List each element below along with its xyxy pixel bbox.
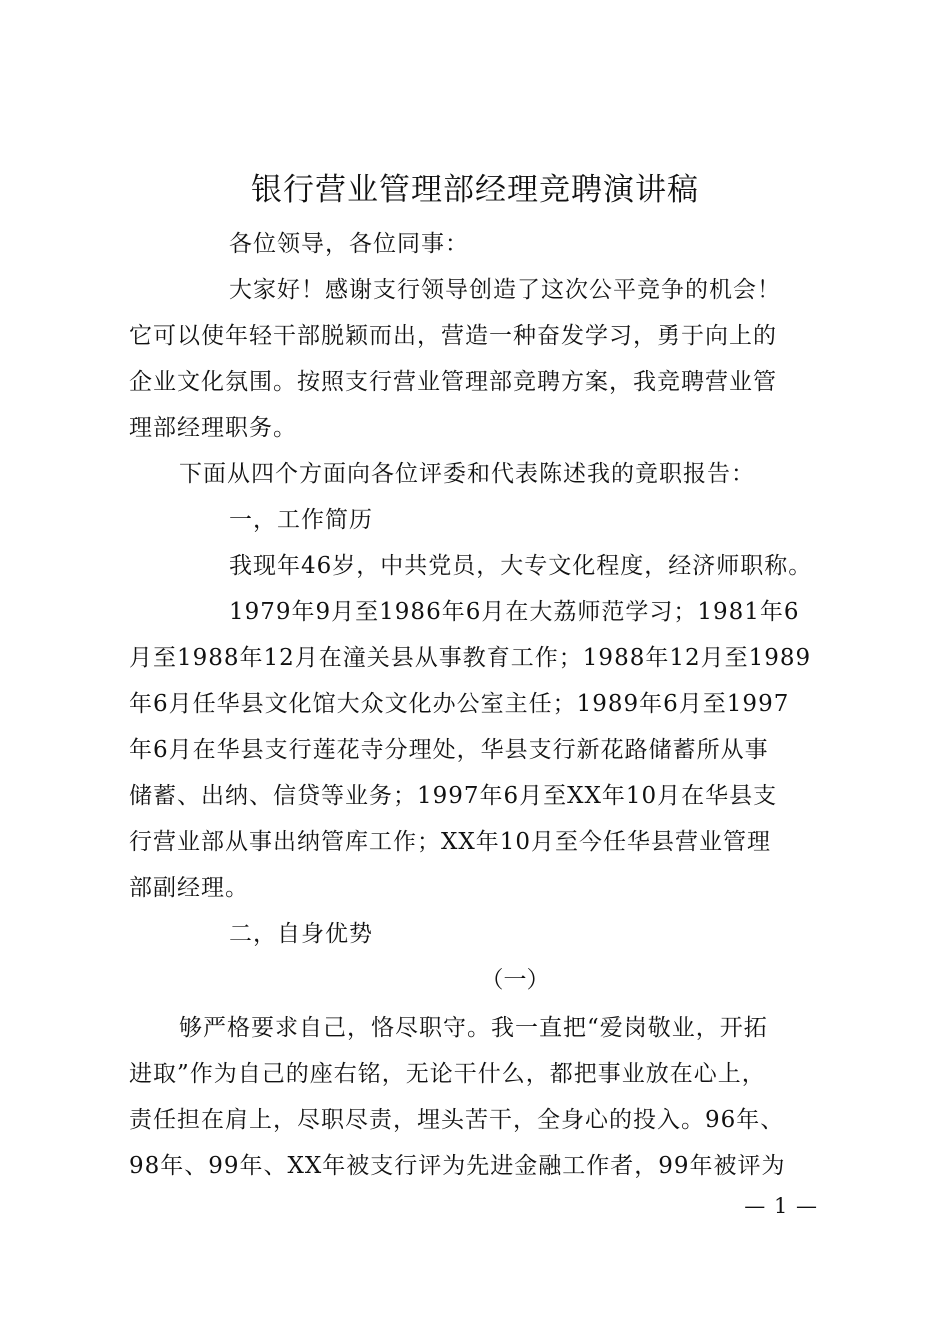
paragraph-line: 98年、99年、XX年被支行评为先进金融工作者，99年被评为 [129,1153,786,1179]
page-number: — 1 — [744,1194,818,1218]
subsection-heading: （一） [480,967,550,993]
paragraph-line: 够严格要求自己，恪尽职守。我一直把“爱岗敬业，开拓 [179,1015,768,1041]
paragraph-line: 月至1988年12月在潼关县从事教育工作；1988年12月至1989 [129,645,812,671]
paragraph-line: 它可以使年轻干部脱颖而出，营造一种奋发学习，勇于向上的 [129,323,777,349]
paragraph-line: 责任担在肩上，尽职尽责，埋头苦干，全身心的投入。96年、 [129,1107,785,1133]
paragraph-line: 下面从四个方面向各位评委和代表陈述我的竟职报告： [179,461,755,487]
paragraph-line: 进取”作为自己的座右铭，无论干什么，都把事业放在心上， [129,1061,766,1087]
paragraph-line: 储蓄、出纳、信贷等业务；1997年6月至XX年10月在华县支 [129,783,778,809]
paragraph-line: 行营业部从事出纳管库工作；XX年10月至今任华县营业管理 [129,829,772,855]
section-heading: 二，自身优势 [229,921,373,947]
section-heading: 一，工作简历 [229,507,373,533]
paragraph-line: 年6月在华县支行莲花寺分理处，华县支行新花路储蓄所从事 [129,737,769,763]
paragraph-line: 理部经理职务。 [129,415,297,441]
paragraph-line: 部副经理。 [129,875,249,901]
paragraph-line: 企业文化氛围。按照支行营业管理部竞聘方案，我竞聘营业管 [129,369,777,395]
document-title: 银行营业管理部经理竞聘演讲稿 [251,172,699,208]
paragraph-line: 我现年46岁，中共党员，大专文化程度，经济师职称。 [229,553,813,579]
salutation: 各位领导，各位同事： [229,231,469,257]
paragraph-line: 1979年9月至1986年6月在大荔师范学习；1981年6 [229,599,800,625]
paragraph-line: 年6月任华县文化馆大众文化办公室主任；1989年6月至1997 [129,691,790,717]
paragraph-line: 大家好！感谢支行领导创造了这次公平竞争的机会！ [229,277,781,303]
